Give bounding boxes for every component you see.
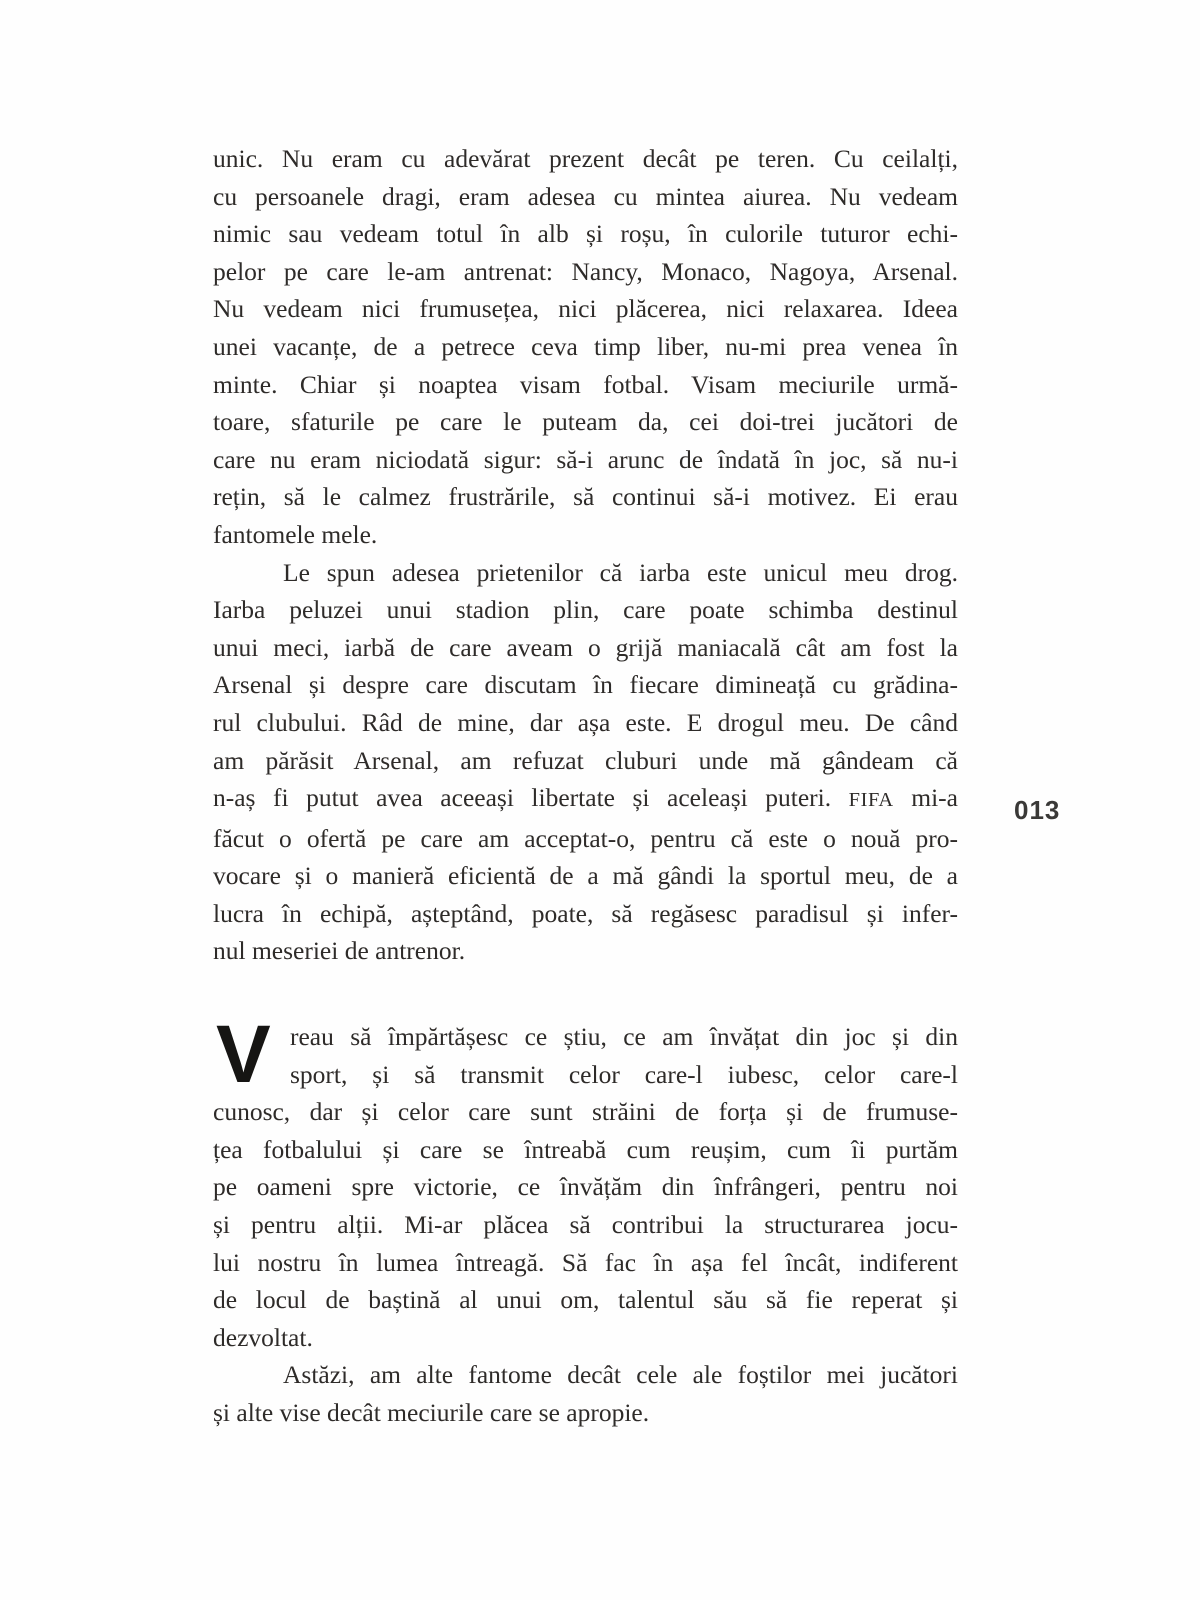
text-line: n-aș fi putut avea aceeași libertate și aceleași puteri. FIFA mi-a bbox=[213, 783, 958, 813]
text-line: rețin, să le calmez frustrările, să continui să-i motivez. Ei erau bbox=[213, 482, 958, 512]
text-line: de locul de baștină al unui om, talentul său să fie reperat și bbox=[213, 1285, 958, 1315]
text-line: care nu eram niciodată sigur: să-i arunc de îndată în joc, să nu-i bbox=[213, 444, 958, 474]
text-line: minte. Chiar și noaptea visam fotbal. Visam meciurile urmă- bbox=[213, 369, 958, 399]
text-line: și pentru alții. Mi-ar plăcea să contribui la structurarea jocu- bbox=[213, 1210, 958, 1240]
text-line: nul meseriei de antrenor. bbox=[213, 936, 466, 966]
text-line: fantomele mele. bbox=[213, 519, 378, 549]
text-line: dezvoltat. bbox=[213, 1322, 313, 1352]
text-line: rul clubului. Râd de mine, dar așa este. E drogul meu. De când bbox=[213, 707, 958, 737]
text-line: pelor pe care le-am antrenat: Nancy, Monaco, Nagoya, Arsenal. bbox=[213, 256, 958, 286]
text-line: am părăsit Arsenal, am refuzat cluburi unde mă gândeam că bbox=[213, 745, 958, 775]
text-line: făcut o ofertă pe care am acceptat-o, pentru că este o nouă pro- bbox=[213, 823, 958, 853]
paragraph bbox=[213, 1009, 958, 1356]
text-line: țea fotbalului și care se întreabă cum reușim, cum îi purtăm bbox=[213, 1134, 958, 1164]
text-line: Astăzi, am alte fantome decât cele ale foștilor mei jucători bbox=[283, 1360, 958, 1390]
text-line: unic. Nu eram cu adevărat prezent decât pe teren. Cu ceilalți, bbox=[213, 144, 958, 173]
text-line: sport, și să transmit celor care-l iubesc, celor care-l bbox=[290, 1059, 958, 1089]
paragraph bbox=[213, 1356, 958, 1431]
text-line: pe oameni spre victorie, ce învățăm din înfrângeri, pentru noi bbox=[213, 1172, 958, 1202]
text-line: reau să împărtășesc ce știu, ce am învățat din joc și din bbox=[290, 1022, 958, 1052]
text-line: unei vacanțe, de a petrece ceva timp liber, nu-mi prea venea în bbox=[213, 331, 958, 361]
text-line: Arsenal și despre care discutam în fiecare dimineață cu grădina- bbox=[213, 670, 958, 700]
paragraphs bbox=[213, 140, 958, 1432]
text-line: nimic sau vedeam totul în alb și roșu, în culorile tuturor echi- bbox=[213, 219, 958, 249]
drop-cap-letter: V bbox=[216, 1009, 271, 1101]
text-line: unui meci, iarbă de care aveam o grijă maniacală cât am fost la bbox=[213, 632, 958, 662]
text-line: și alte vise decât meciurile care se apropie. bbox=[213, 1398, 650, 1427]
paragraph bbox=[213, 140, 958, 554]
text-line: toare, sfaturile pe care le puteam da, cei doi-trei jucători de bbox=[213, 407, 958, 437]
text-line: lucra în echipă, așteptând, poate, să regăsesc paradisul și infer- bbox=[213, 898, 958, 928]
text-line: cu persoanele dragi, eram adesea cu mintea aiurea. Nu vedeam bbox=[213, 181, 958, 211]
text-line: Iarba peluzei unui stadion plin, care poate schimba destinul bbox=[213, 595, 958, 625]
fifa-smallcaps: FIFA bbox=[848, 789, 894, 812]
text-line: cunosc, dar și celor care sunt străini de forța și de frumuse- bbox=[213, 1097, 958, 1127]
text-line: Nu vedeam nici frumusețea, nici plăcerea, nici relaxarea. Ideea bbox=[213, 294, 958, 324]
page-number: 013 bbox=[1014, 795, 1061, 825]
text-line: vocare și o manieră eficientă de a mă gândi la sportul meu, de a bbox=[213, 861, 958, 891]
paragraph bbox=[213, 554, 958, 971]
text-line: lui nostru în lumea întreagă. Să fac în așa fel încât, indiferent bbox=[213, 1247, 958, 1277]
text-block bbox=[213, 140, 958, 1432]
text-line: Le spun adesea prietenilor că iarba este unicul meu drog. bbox=[283, 557, 958, 587]
